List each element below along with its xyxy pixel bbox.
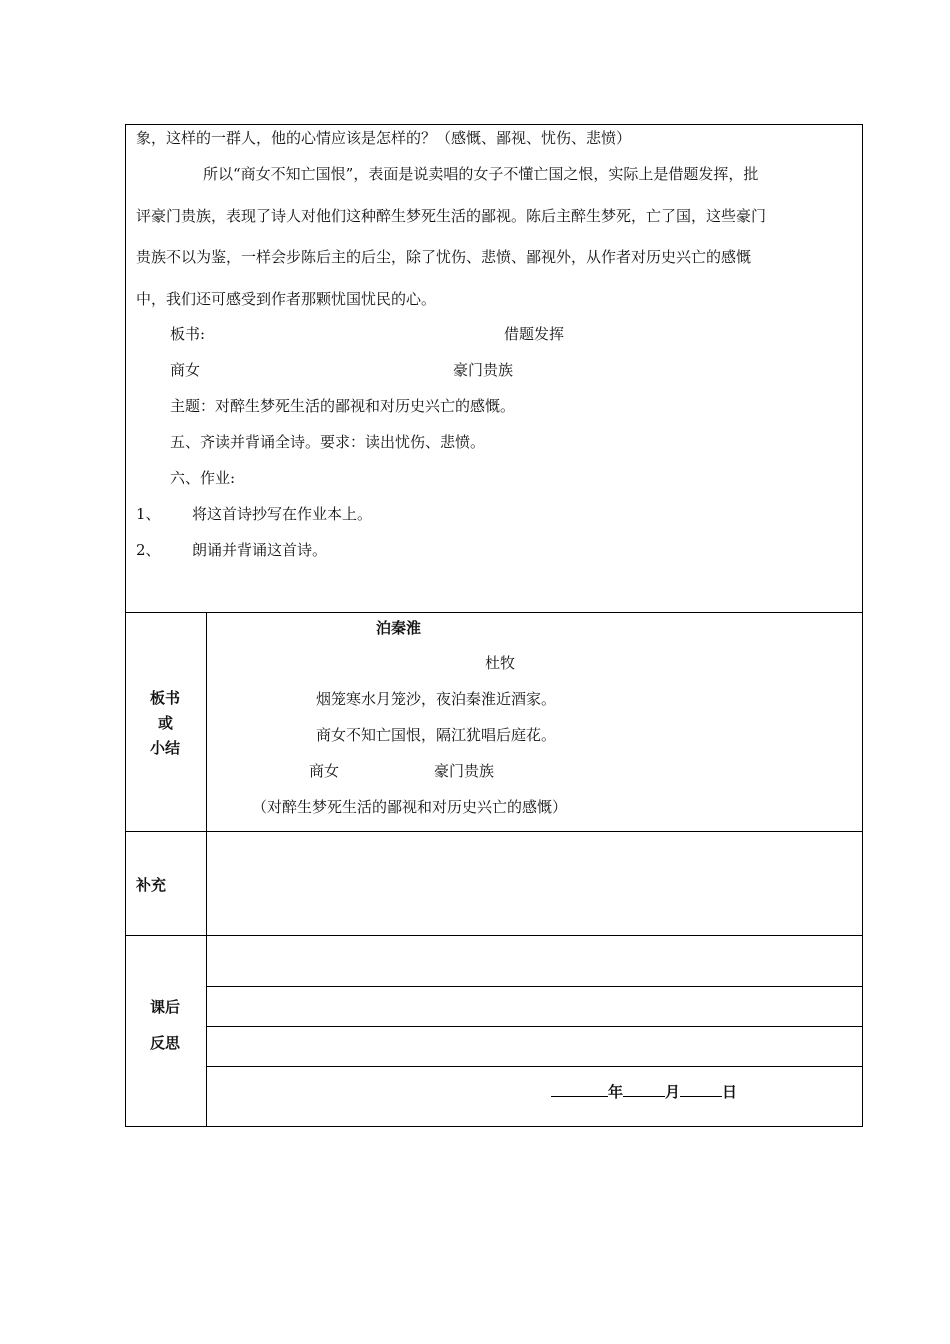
reflection-line-2 xyxy=(206,1026,863,1027)
year-blank xyxy=(551,1082,608,1097)
board-right-item: 豪门贵族 xyxy=(453,361,514,379)
row-divider-summary xyxy=(125,612,863,613)
summary-label-2: 或 xyxy=(158,714,174,732)
question-line: 象，这样的一群人，他的心情应该是怎样的？（感慨、鄙视、忧伤、悲愤） xyxy=(136,129,632,147)
supplement-label: 补充 xyxy=(136,876,167,894)
month-label: 月 xyxy=(665,1083,681,1101)
poem-title: 泊秦淮 xyxy=(376,619,422,637)
reflection-line-3 xyxy=(206,1066,863,1067)
row-divider-supplement xyxy=(125,831,863,832)
poem-verse-2: 商女不知亡国恨，隔江犹唱后庭花。 xyxy=(316,726,557,744)
month-blank xyxy=(623,1082,665,1097)
date-line xyxy=(551,1082,737,1101)
summary-left-item: 商女 xyxy=(309,762,340,780)
row-divider-reflection xyxy=(125,935,863,936)
summary-note: （对醉生梦死生活的鄙视和对历史兴亡的感慨） xyxy=(252,798,568,816)
step-six: 六、作业: xyxy=(170,469,236,487)
analysis-line-4: 中，我们还可感受到作者那颗忧国忧民的心。 xyxy=(136,290,437,308)
homework-1-number: 1、 xyxy=(136,505,161,523)
board-label: 板书: xyxy=(170,325,206,343)
reflection-label-2: 反思 xyxy=(150,1034,181,1052)
year-label: 年 xyxy=(608,1083,624,1101)
theme-line: 主题：对醉生梦死生活的鄙视和对历史兴亡的感慨。 xyxy=(170,397,516,415)
step-five: 五、齐读并背诵全诗。要求：读出忧伤、悲愤。 xyxy=(170,433,486,451)
board-theme-phrase: 借题发挥 xyxy=(504,325,565,343)
summary-right-item: 豪门贵族 xyxy=(434,762,495,780)
homework-1: 将这首诗抄写在作业本上。 xyxy=(192,505,373,523)
analysis-line-2: 评豪门贵族，表现了诗人对他们这种醉生梦死生活的鄙视。陈后主醉生梦死，亡了国，这些豪门 xyxy=(136,207,767,225)
lesson-table xyxy=(125,124,863,1127)
reflection-label-1: 课后 xyxy=(150,998,181,1016)
homework-2: 朗诵并背诵这首诗。 xyxy=(192,541,328,559)
reflection-line-1 xyxy=(206,986,863,987)
poem-author: 杜牧 xyxy=(485,654,516,672)
label-column-divider xyxy=(206,612,207,1127)
day-blank xyxy=(680,1082,722,1097)
homework-2-number: 2、 xyxy=(136,541,161,559)
summary-label-1: 板书 xyxy=(150,689,181,707)
board-left-item: 商女 xyxy=(170,361,201,379)
analysis-line-1: 所以“商女不知亡国恨”，表面是说卖唱的女子不懂亡国之恨，实际上是借题发挥，批 xyxy=(203,165,759,183)
analysis-line-3: 贵族不以为鉴，一样会步陈后主的后尘，除了忧伤、悲愤、鄙视外，从作者对历史兴亡的感慨 xyxy=(136,248,752,266)
poem-verse-1: 烟笼寒水月笼沙，夜泊秦淮近酒家。 xyxy=(316,690,557,708)
summary-label-3: 小结 xyxy=(150,739,181,757)
day-label: 日 xyxy=(722,1083,738,1101)
